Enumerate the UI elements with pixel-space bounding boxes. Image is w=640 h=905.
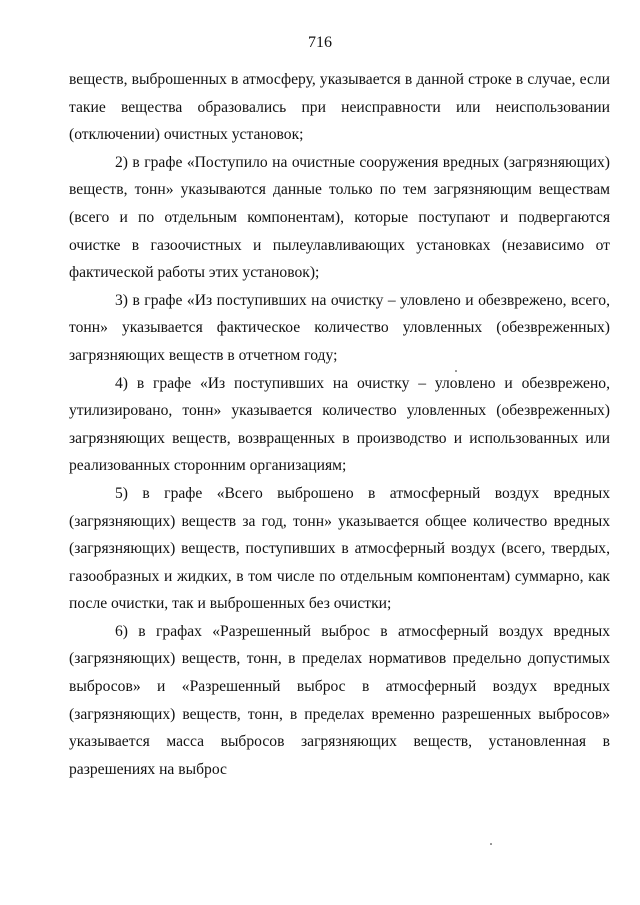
page-number: 716 (308, 34, 332, 51)
scan-speck (455, 370, 457, 372)
document-body (69, 66, 610, 783)
paragraph-item-6: 6) в графах «Разрешенный выброс в атмосферный воздух вредных (загрязняющих) веществ, тонн, в пределах нормативов предельно допустимых выбросов» и «Разрешенный выброс в атмосферный воздух вредных (загрязняющих) веществ, тонн, в пределах временно разрешенных выбросов» указывается масса выбросов загрязняющих веществ, установленная в разрешениях на выброс (69, 622, 610, 778)
paragraph-continuation: веществ, выброшенных в атмосферу, указывается в данной строке в случае, если такие вещества образовались при неисправности или неиспользовании (отключении) очистных установок; (69, 71, 610, 144)
scan-speck (490, 843, 492, 845)
paragraph-item-5: 5) в графе «Всего выброшено в атмосферный воздух вредных (загрязняющих) веществ за год, тонн» указывается общее количество вредных (загрязняющих) веществ, поступивших в атмосферный воздух (всего, твердых, газообразных и жидких, в том числе по отдельным компонентам) суммарно, как после очистки, так и выброшенных без очистки; (69, 484, 610, 613)
paragraph-item-2: 2) в графе «Поступило на очистные сооружения вредных (загрязняющих) веществ, тонн» указываются данные только по тем загрязняющим веществам (всего и по отдельным компонентам), которые поступают и подвергаются очистке в газоочистных и пылеулавливающих установках (независимо от фактической работы этих установок); (69, 153, 610, 282)
paragraph-item-3: 3) в графе «Из поступивших на очистку – уловлено и обезврежено, всего, тонн» указывается фактическое количество уловленных (обезвреженных) загрязняющих веществ в отчетном году; (69, 291, 610, 364)
paragraph-item-4: 4) в графе «Из поступивших на очистку – уловлено и обезврежено, утилизировано, тонн» указывается количество уловленных (обезвреженных) загрязняющих веществ, возвращенных в производство и использованных или реализованных сторонним организациям; (69, 374, 610, 475)
